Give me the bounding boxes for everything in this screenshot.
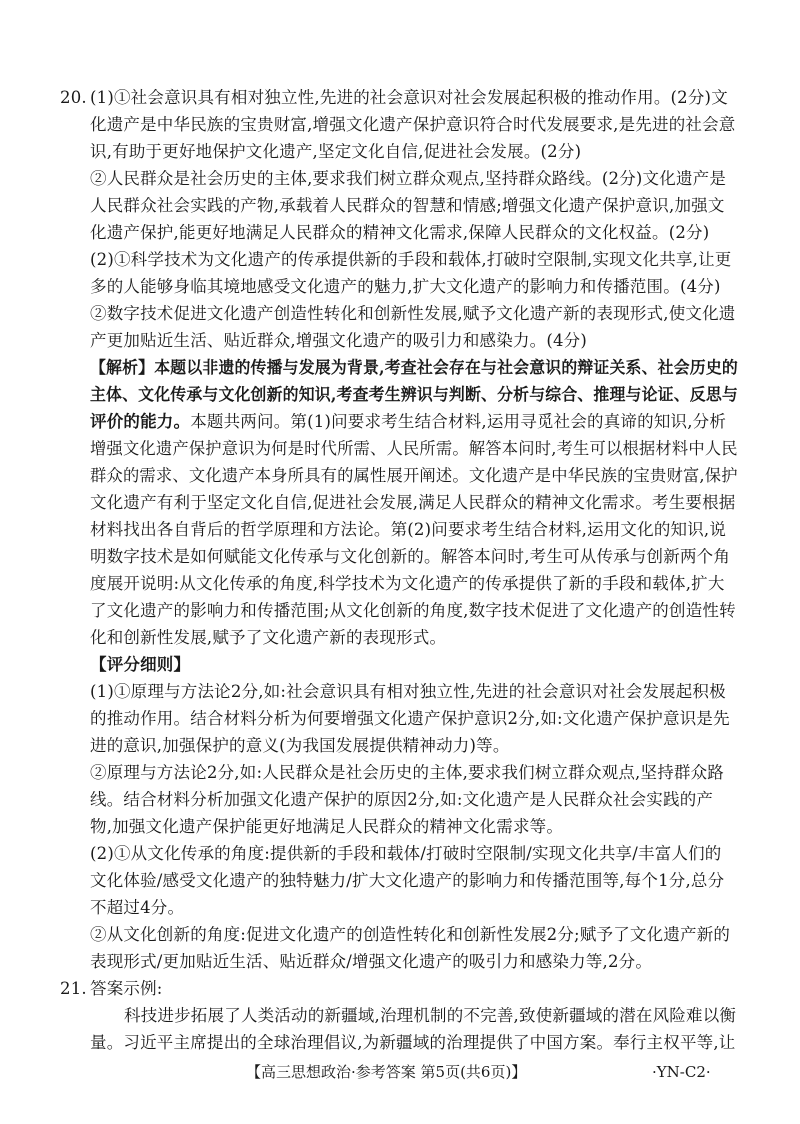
- q21-line-2: 量。习近平主席提出的全球治理倡议,为新疆域的治理提供了中国方案。奉行主权平等,让: [90, 1033, 736, 1052]
- scoring-line-4: ②原理与方法论2分,如:人民群众是社会历史的主体,要求我们树立群众观点,坚持群众路: [90, 763, 724, 782]
- q20-line-10: 产更加贴近生活、贴近群众,增强文化遗产的吸引力和感染力。(4分): [90, 331, 588, 350]
- analysis-line-7: 材料找出各自背后的哲学原理和方法论。第(2)问要求考生结合材料,运用文化的知识,说: [90, 520, 727, 539]
- analysis-line-4: 增强文化遗产保护意识为何是时代所需、人民所需。解答本问时,考生可以根据材料中人民: [90, 439, 738, 458]
- scoring-heading: 【评分细则】: [90, 655, 191, 674]
- scoring-line-11: 表现形式/更加贴近生活、贴近群众/增强文化遗产的吸引力和感染力等,2分。: [90, 952, 653, 971]
- q20-line-1: (1)①社会意识具有相对独立性,先进的社会意识对社会发展起积极的推动作用。(2分)文: [90, 88, 728, 107]
- analysis-line-3: [90, 411, 726, 433]
- scoring-line-6: 物,加强文化遗产保护能更好地满足人民群众的精神文化需求等。: [90, 817, 564, 836]
- scoring-line-9: 不超过4分。: [90, 898, 185, 917]
- q21-line-1: 科技进步拓展了人类活动的新疆域,治理机制的不完善,致使新疆域的潜在风险难以衡: [124, 1006, 737, 1025]
- footer-page-info: 【高三思想政治·参考答案 第5页(共6页)】: [246, 1063, 527, 1081]
- scoring-line-8: 文化体验/感受文化遗产的独特魅力/扩大文化遗产的影响力和传播范围等,每个1分,总分: [90, 871, 725, 890]
- analysis-line-1: 【解析】本题以非遗的传播与发展为背景,考查社会存在与社会意识的辩证关系、社会历史的: [90, 358, 738, 377]
- question-21-number: 21.: [60, 979, 87, 998]
- scoring-line-1: (1)①原理与方法论2分,如:社会意识具有相对独立性,先进的社会意识对社会发展起积极: [90, 682, 726, 701]
- footer-code: ·YN-C2·: [652, 1063, 711, 1081]
- scoring-line-3: 进的意识,加强保护的意义(为我国发展提供精神动力)等。: [90, 736, 510, 755]
- analysis-line-5: 群众的需求、文化遗产本身所具有的属性展开阐述。文化遗产是中华民族的宝贵财富,保护: [90, 466, 738, 485]
- analysis-line-6: 文化遗产有利于坚定文化自信,促进社会发展,满足人民群众的精神文化需求。考生要根据: [90, 493, 736, 512]
- analysis-line-11: 化和创新性发展,赋予了文化遗产新的表现形式。: [90, 628, 447, 647]
- q20-line-4: ②人民群众是社会历史的主体,要求我们树立群众观点,坚持群众路线。(2分)文化遗产是: [90, 169, 727, 188]
- q20-line-8: 多的人能够身临其境地感受文化遗产的魅力,扩大文化遗产的影响力和传播范围。(4分): [90, 277, 721, 296]
- q20-line-2: 化遗产是中华民族的宝贵财富,增强文化遗产保护意识符合时代发展要求,是先进的社会意: [90, 115, 736, 134]
- q20-line-9: ②数字技术促进文化遗产创造性转化和创新性发展,赋予文化遗产新的表现形式,使文化遗: [90, 304, 736, 323]
- analysis-prefix-rest: 本题共两问。第(1)问要求考生结合材料,运用寻觅社会的真谛的知识,分析: [190, 412, 727, 431]
- question-20-number: 20.: [60, 88, 87, 107]
- scoring-line-2: 的推动作用。结合材料分析为何要增强文化遗产保护意识2分,如:文化遗产保护意识是先: [90, 709, 730, 728]
- analysis-line-2: 主体、文化传承与文化创新的知识,考查考生辨识与判断、分析与综合、推理与论证、反思与: [90, 385, 738, 404]
- q20-line-3: 识,有助于更好地保护文化遗产,坚定文化自信,促进社会发展。(2分): [90, 142, 582, 161]
- q20-line-7: (2)①科学技术为文化遗产的传承提供新的手段和载体,打破时空限制,实现文化共享,让更: [90, 250, 732, 269]
- analysis-bold-prefix: 评价的能力。: [90, 412, 191, 431]
- q21-heading: 答案示例:: [90, 979, 163, 998]
- analysis-line-10: 了文化遗产的影响力和传播范围;从文化创新的角度,数字技术促进了文化遗产的创造性转: [90, 601, 736, 620]
- scoring-line-7: (2)①从文化传承的角度:提供新的手段和载体/打破时空限制/实现文化共享/丰富人们的: [90, 844, 722, 863]
- scoring-line-10: ②从文化创新的角度:促进文化遗产的创造性转化和创新性发展2分;赋予了文化遗产新的: [90, 925, 731, 944]
- q20-line-6: 化遗产保护,能更好地满足人民群众的精神文化需求,保障人民群众的文化权益。(2分): [90, 223, 710, 242]
- analysis-line-9: 度展开说明:从文化传承的角度,科学技术为文化遗产的传承提供了新的手段和载体,扩大: [90, 574, 725, 593]
- q20-line-5: 人民群众社会实践的产物,承载着人民群众的智慧和情感;增强文化遗产保护意识,加强文: [90, 196, 725, 215]
- analysis-line-8: 明数字技术是如何赋能文化传承与文化创新的。解答本问时,考生可从传承与创新两个角: [90, 547, 731, 566]
- scoring-line-5: 线。结合材料分析加强文化遗产保护的原因2分,如:文化遗产是人民群众社会实践的产: [90, 790, 714, 809]
